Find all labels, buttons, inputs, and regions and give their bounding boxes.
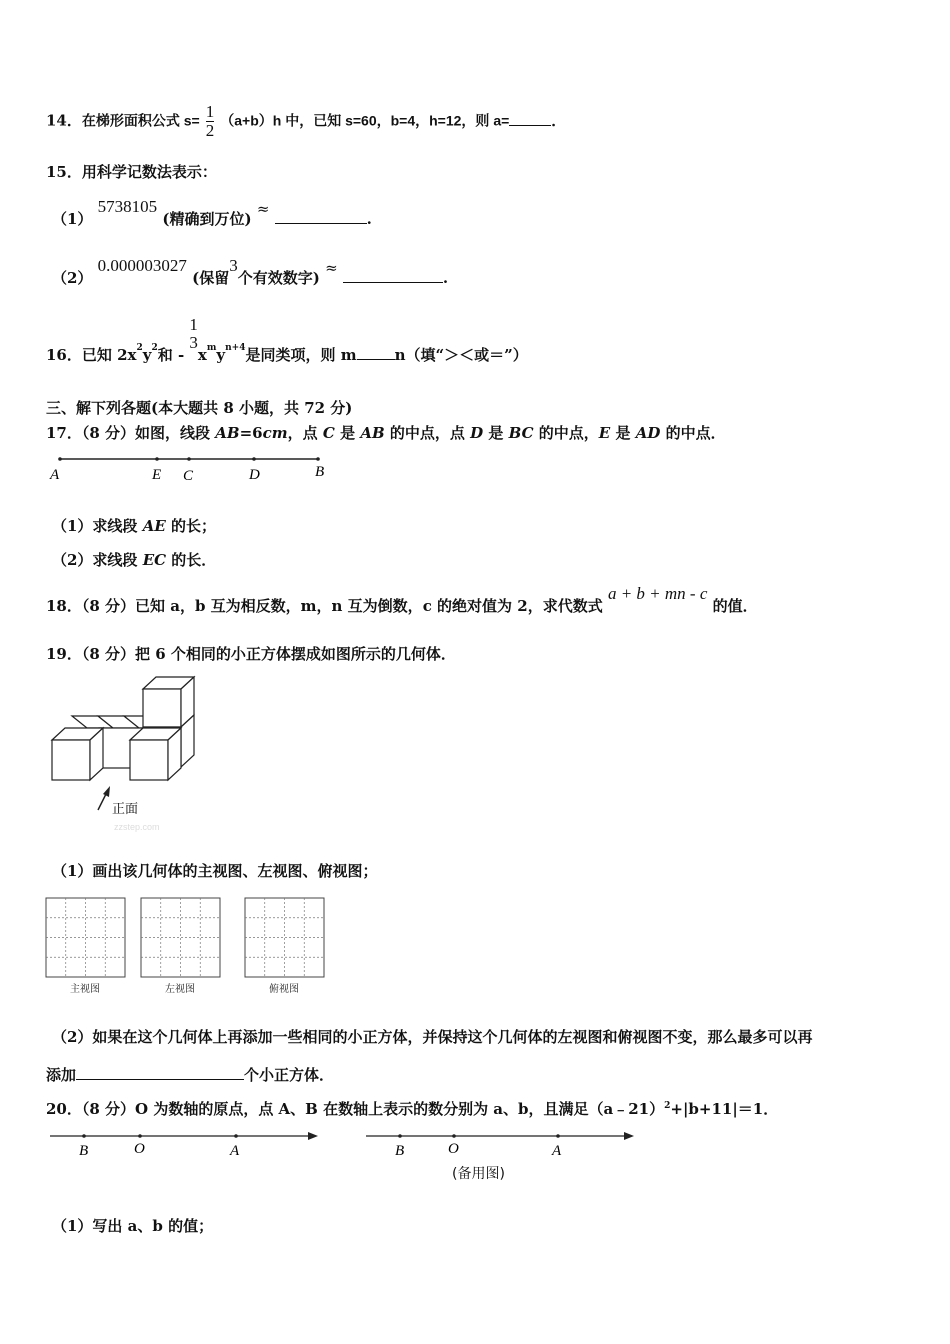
answer-blank-14[interactable] bbox=[509, 111, 551, 126]
point-o-dot bbox=[138, 1134, 142, 1138]
point-b-label: B bbox=[395, 1143, 405, 1159]
fraction-one-third: 1 3 bbox=[189, 315, 198, 352]
arrow-head bbox=[103, 786, 110, 797]
point-b-dot bbox=[316, 457, 320, 461]
fraction-one-half: $\frac{1}{2}$ bbox=[205, 102, 215, 140]
segment-diagram bbox=[46, 450, 346, 486]
question-17-part-2: （2）求线段 EC 的长． bbox=[52, 551, 217, 569]
point-a-dot bbox=[234, 1134, 238, 1138]
number-line-1 bbox=[46, 1125, 326, 1161]
watermark: zzstep.com bbox=[114, 822, 160, 832]
point-c-label: C bbox=[183, 468, 194, 484]
question-18: 18．（8 分）已知 a，b 互为相反数，m，n 互为倒数，c 的绝对值为 2，求代数式 a + b + mn - c 的值． bbox=[46, 584, 758, 615]
question-16: 16．已知 $2x^2y^2$和 - 1 3 $x^my^{n+4}$是同类项，则 m n（填“＞＜或＝”） bbox=[46, 315, 528, 364]
point-o-label: O bbox=[134, 1141, 145, 1157]
answer-blank-16[interactable] bbox=[357, 345, 395, 360]
number-line-arrow bbox=[308, 1132, 318, 1140]
number-line-backup bbox=[362, 1125, 642, 1161]
question-19-part-2-line-2: 添加 个小正方体． bbox=[46, 1066, 335, 1084]
question-19-part-1: （1）画出该几何体的主视图、左视图、俯视图； bbox=[52, 862, 378, 880]
question-19: 19．（8 分）把 6 个相同的小正方体摆成如图所示的几何体． bbox=[46, 645, 456, 663]
point-a-label: A bbox=[50, 467, 60, 483]
number-line-arrow bbox=[624, 1132, 634, 1140]
question-15-part-2: （2） 0.000003027 (保留3个有效数字) ≈ . bbox=[52, 256, 449, 287]
grid-left-view-label: 左视图 bbox=[165, 984, 195, 995]
question-15: 15．用科学记数法表示： bbox=[46, 163, 217, 181]
grid-left-view[interactable] bbox=[140, 897, 222, 979]
question-20-part-1: （1）写出 a、b 的值； bbox=[52, 1217, 214, 1235]
question-17: 17．（8 分）如图，线段 AB=6cm，点 C 是 AB 的中点，点 D 是 BC 的中点，E 是 AD 的中点． bbox=[46, 424, 726, 442]
answer-blank-19[interactable] bbox=[76, 1065, 244, 1080]
cube-front-face bbox=[52, 740, 90, 780]
point-a-label: A bbox=[552, 1143, 562, 1159]
cube-front-face bbox=[130, 740, 168, 780]
backup-figure-caption: (备用图) bbox=[452, 1166, 505, 1182]
question-19-part-2-line-1: （2）如果在这个几何体上再添加一些相同的小正方体，并保持这个几何体的左视图和俯视图不变，那么最多可以再 bbox=[52, 1028, 813, 1046]
point-o-label: O bbox=[448, 1141, 459, 1157]
point-b-label: B bbox=[79, 1143, 89, 1159]
section-3-title: 三、解下列各题(本大题共 8 小题，共 72 分) bbox=[46, 399, 353, 417]
question-14: 14．在梯形面积公式 s= $\frac{1}{2}$ （a+b）h 中，已知 s=60，b=4，h=12，则 a= ． bbox=[46, 102, 567, 140]
point-d-dot bbox=[252, 457, 256, 461]
cube-front-face bbox=[143, 689, 181, 727]
point-e-label: E bbox=[152, 467, 162, 483]
question-20: 20．（8 分）O 为数轴的原点，点 A、B 在数轴上表示的数分别为 a、b，且满足（a﹣21）$^2$+|b+11|＝1． bbox=[46, 1100, 779, 1118]
front-label: 正面 bbox=[112, 802, 139, 817]
algebraic-expression: a + b + mn - c bbox=[607, 584, 708, 603]
point-b-dot bbox=[82, 1134, 86, 1138]
grid-top-view[interactable] bbox=[244, 897, 326, 979]
question-15-part-1: （1） 5738105 (精确到万位) ≈ . bbox=[52, 197, 372, 228]
answer-blank-15-2[interactable] bbox=[343, 268, 443, 283]
grid-front-view[interactable] bbox=[45, 897, 127, 979]
point-b-label: B bbox=[315, 464, 325, 480]
grid-front-view-label: 主视图 bbox=[70, 984, 100, 995]
answer-blank-15-1[interactable] bbox=[275, 209, 367, 224]
grid-top-view-label: 俯视图 bbox=[269, 984, 299, 995]
point-a-label: A bbox=[230, 1143, 240, 1159]
point-a-dot bbox=[556, 1134, 560, 1138]
question-17-part-1: （1）求线段 AE 的长； bbox=[52, 517, 217, 535]
cube-figure bbox=[46, 670, 216, 838]
point-c-dot bbox=[187, 457, 191, 461]
point-d-label: D bbox=[249, 467, 260, 483]
point-e-dot bbox=[155, 457, 159, 461]
point-o-dot bbox=[452, 1134, 456, 1138]
point-a-dot bbox=[58, 457, 62, 461]
point-b-dot bbox=[398, 1134, 402, 1138]
